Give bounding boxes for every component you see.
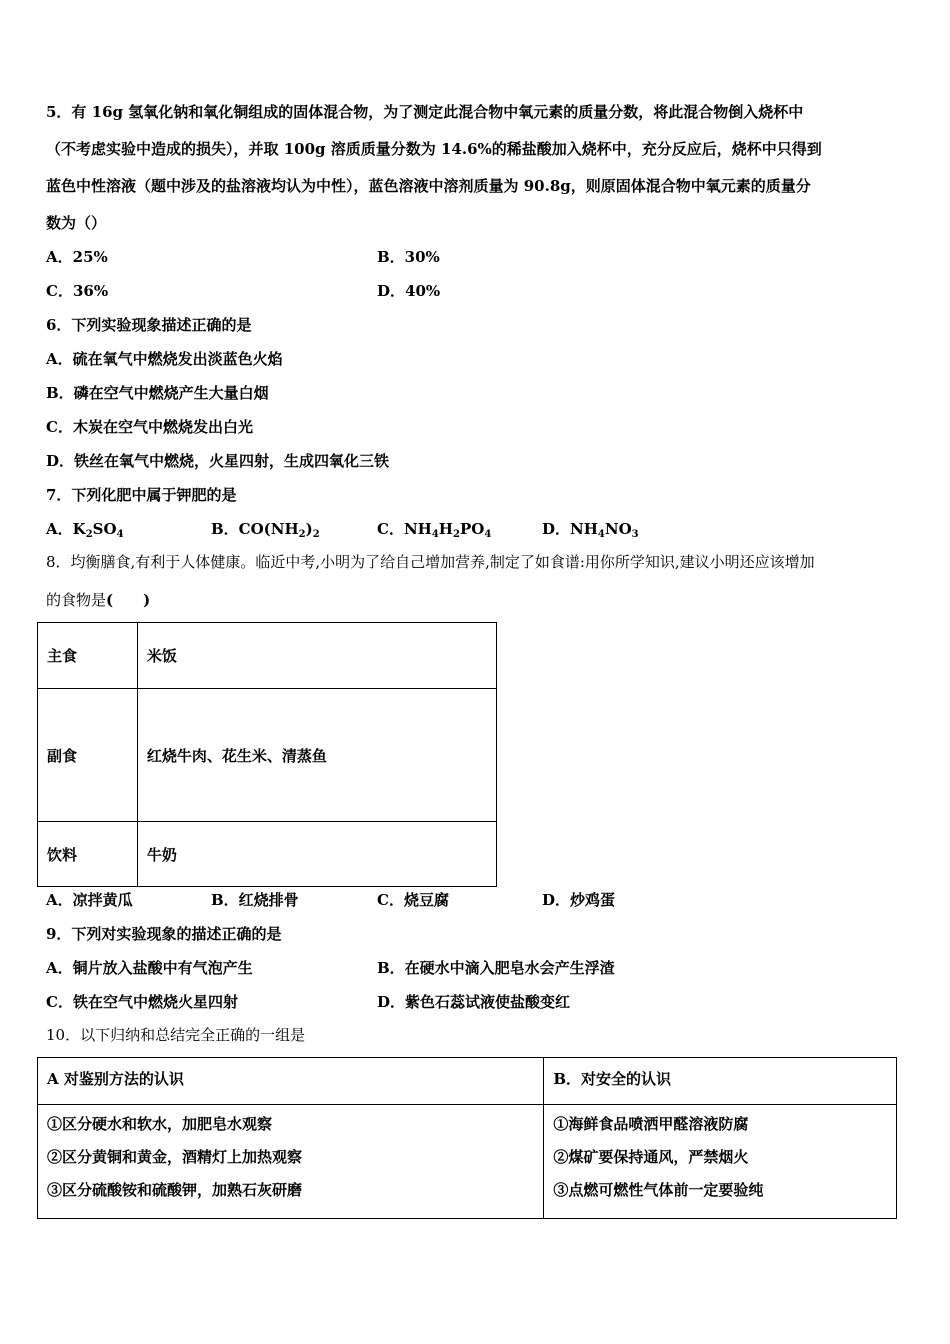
menu-label-drink: 饮料 — [38, 822, 138, 887]
list-item: ①海鲜食品喷洒甲醛溶液防腐 — [553, 1115, 749, 1133]
q6-option-b: B．磷在空气中燃烧产生大量白烟 — [46, 384, 269, 402]
summary-header-a: A 对鉴别方法的认识 — [38, 1058, 544, 1105]
list-item: ③区分硫酸铵和硫酸钾，加熟石灰研磨 — [47, 1181, 303, 1199]
q8-answer-paren: ( ) — [106, 591, 151, 609]
q7-option-a: A．$K_2SO_4$ — [46, 520, 124, 540]
menu-label-side: 副食 — [38, 689, 138, 822]
table-row — [38, 822, 497, 887]
q8-option-d: D．炒鸡蛋 — [542, 891, 616, 909]
menu-value-drink: 牛奶 — [137, 822, 496, 887]
q9-option-d: D．紫色石蕊试液使盐酸变红 — [377, 993, 571, 1011]
q8-option-c: C．烧豆腐 — [377, 891, 449, 909]
q5-line-3: 蓝色中性溶液（题中涉及的盐溶液均认为中性），蓝色溶液中溶剂质量为 90.8g，则原固体混合物中氧元素的质量分 — [46, 177, 811, 195]
table-row — [38, 1105, 897, 1219]
q8-line-1: 8．均衡膳食,有利于人体健康。临近中考,小明为了给自己增加营养,制定了如食谱:用你所学知识,建议小明还应该增加 — [46, 553, 815, 571]
list-item: ③点燃可燃性气体前一定要验纯 — [553, 1181, 764, 1199]
menu-value-staple: 米饭 — [137, 623, 496, 689]
q9-option-a: A．铜片放入盐酸中有气泡产生 — [46, 959, 253, 977]
q6-option-d: D．铁丝在氧气中燃烧，火星四射，生成四氧化三铁 — [46, 452, 390, 470]
q7-option-b: B．$CO(NH_2)_2$ — [211, 520, 320, 540]
q8-option-b: B．红烧排骨 — [211, 891, 299, 909]
q10-stem: 10．以下归纳和总结完全正确的一组是 — [46, 1026, 306, 1044]
menu-label-staple: 主食 — [38, 623, 138, 689]
q5-option-b: B．30% — [377, 248, 440, 266]
summary-cell-b — [544, 1105, 897, 1219]
q5-option-d: D．40% — [377, 282, 441, 300]
q5-line-2: （不考虑实验中造成的损失），并取 100g 溶质质量分数为 14.6%的稀盐酸加入烧杯中，充分反应后，烧杯中只得到 — [46, 140, 822, 158]
list-item: ②区分黄铜和黄金，酒精灯上加热观察 — [47, 1148, 303, 1166]
q7-stem: 7．下列化肥中属于钾肥的是 — [46, 486, 237, 504]
table-row — [38, 623, 497, 689]
q6-option-c: C．木炭在空气中燃烧发出白光 — [46, 418, 253, 436]
q5-line-4: 数为（） — [46, 214, 107, 232]
q6-stem: 6．下列实验现象描述正确的是 — [46, 316, 252, 334]
list-item: ①区分硬水和软水，加肥皂水观察 — [47, 1115, 273, 1133]
q9-option-c: C．铁在空气中燃烧火星四射 — [46, 993, 238, 1011]
q9-option-b: B．在硬水中滴入肥皂水会产生浮渣 — [377, 959, 615, 977]
q5-option-c: C．36% — [46, 282, 109, 300]
list-item: ②煤矿要保持通风，严禁烟火 — [553, 1148, 749, 1166]
q6-option-a: A．硫在氧气中燃烧发出淡蓝色火焰 — [46, 350, 283, 368]
summary-cell-a — [38, 1105, 544, 1219]
q5-option-a: A．25% — [46, 248, 108, 266]
q5-line-1: 5．有 16g 氢氧化钠和氧化铜组成的固体混合物，为了测定此混合物中氧元素的质量分数，将此混合物倒入烧杯中 — [46, 103, 804, 121]
q7-option-d: D．$NH_4NO_3$ — [542, 520, 639, 540]
summary-table — [37, 1057, 897, 1219]
q9-stem: 9．下列对实验现象的描述正确的是 — [46, 925, 282, 943]
table-row — [38, 1058, 897, 1105]
menu-table — [37, 622, 497, 887]
table-row — [38, 689, 497, 822]
summary-header-b: B．对安全的认识 — [544, 1058, 897, 1105]
q8-option-a: A．凉拌黄瓜 — [46, 891, 133, 909]
q7-option-c: C．$NH_4H_2PO_4$ — [377, 520, 492, 540]
q8-line-2: 的食物是( ) — [46, 591, 151, 609]
menu-value-side: 红烧牛肉、花生米、清蒸鱼 — [137, 689, 496, 822]
